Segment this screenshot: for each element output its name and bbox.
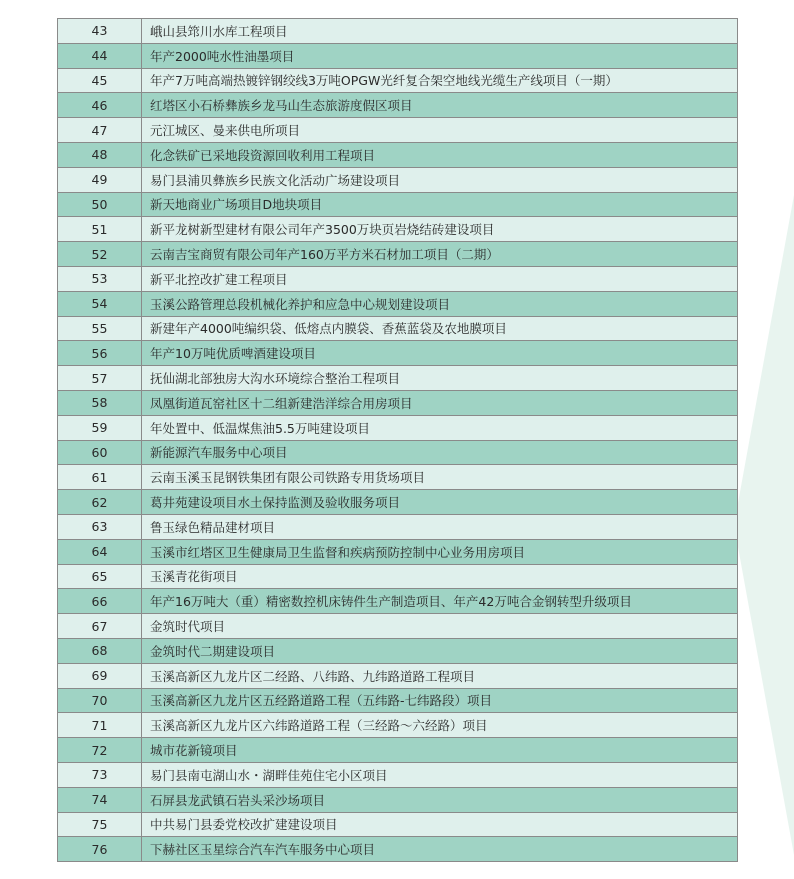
project-name: 年处置中、低温煤焦油5.5万吨建设项目 (142, 415, 738, 440)
row-number: 49 (58, 167, 142, 192)
project-name: 新能源汽车服务中心项目 (142, 440, 738, 465)
project-name: 玉溪市红塔区卫生健康局卫生监督和疾病预防控制中心业务用房项目 (142, 539, 738, 564)
project-name: 易门县南屯湖山水・湖畔佳苑住宅小区项目 (142, 762, 738, 787)
project-name: 新平北控改扩建工程项目 (142, 266, 738, 291)
project-name: 年产7万吨高端热镀锌钢绞线3万吨OPGW光纤复合架空地线光缆生产线项目（一期） (142, 68, 738, 93)
project-name: 新天地商业广场项目D地块项目 (142, 192, 738, 217)
project-name: 葛井苑建设项目水土保持监测及验收服务项目 (142, 490, 738, 515)
row-number: 61 (58, 465, 142, 490)
table-row (58, 43, 738, 68)
row-number: 75 (58, 812, 142, 837)
row-number: 52 (58, 242, 142, 267)
project-name: 峨山县筇川水库工程项目 (142, 19, 738, 44)
table-row (58, 564, 738, 589)
row-number: 72 (58, 738, 142, 763)
table-row (58, 192, 738, 217)
row-number: 48 (58, 142, 142, 167)
row-number: 44 (58, 43, 142, 68)
row-number: 65 (58, 564, 142, 589)
row-number: 60 (58, 440, 142, 465)
row-number: 53 (58, 266, 142, 291)
table-row (58, 242, 738, 267)
project-name: 抚仙湖北部独房大沟水环境综合整治工程项目 (142, 366, 738, 391)
project-name: 玉溪高新区九龙片区二经路、八纬路、九纬路道路工程项目 (142, 663, 738, 688)
table-row (58, 118, 738, 143)
row-number: 70 (58, 688, 142, 713)
project-name: 玉溪青花街项目 (142, 564, 738, 589)
table-row (58, 93, 738, 118)
table-row (58, 415, 738, 440)
project-table-body (58, 19, 738, 862)
table-row (58, 614, 738, 639)
table-row (58, 688, 738, 713)
project-name: 年产16万吨大（重）精密数控机床铸件生产制造项目、年产42万吨合金钢转型升级项目 (142, 589, 738, 614)
table-row (58, 291, 738, 316)
row-number: 55 (58, 316, 142, 341)
project-name: 金筑时代二期建设项目 (142, 638, 738, 663)
table-row (58, 713, 738, 738)
row-number: 43 (58, 19, 142, 44)
row-number: 54 (58, 291, 142, 316)
row-number: 56 (58, 341, 142, 366)
table-row (58, 19, 738, 44)
row-number: 69 (58, 663, 142, 688)
table-row (58, 787, 738, 812)
project-name: 中共易门县委党校改扩建建设项目 (142, 812, 738, 837)
row-number: 51 (58, 217, 142, 242)
table-row (58, 663, 738, 688)
table-row (58, 812, 738, 837)
row-number: 47 (58, 118, 142, 143)
project-name: 鲁玉绿色精品建材项目 (142, 514, 738, 539)
table-row (58, 217, 738, 242)
row-number: 74 (58, 787, 142, 812)
row-number: 71 (58, 713, 142, 738)
project-name: 石屏县龙武镇石岩头采沙场项目 (142, 787, 738, 812)
project-name: 化念铁矿已采地段资源回收利用工程项目 (142, 142, 738, 167)
table-row (58, 440, 738, 465)
project-name: 凤凰街道瓦窑社区十二组新建浩洋综合用房项目 (142, 390, 738, 415)
table-row (58, 316, 738, 341)
table-row (58, 589, 738, 614)
row-number: 62 (58, 490, 142, 515)
row-number: 50 (58, 192, 142, 217)
project-table (57, 18, 738, 862)
table-row (58, 762, 738, 787)
table-row (58, 514, 738, 539)
project-name: 红塔区小石桥彝族乡龙马山生态旅游度假区项目 (142, 93, 738, 118)
row-number: 73 (58, 762, 142, 787)
project-name: 金筑时代项目 (142, 614, 738, 639)
project-name: 玉溪高新区九龙片区五经路道路工程（五纬路-七纬路段）项目 (142, 688, 738, 713)
project-name: 新建年产4000吨编织袋、低熔点内膜袋、香蕉蓝袋及农地膜项目 (142, 316, 738, 341)
table-row (58, 490, 738, 515)
row-number: 63 (58, 514, 142, 539)
row-number: 59 (58, 415, 142, 440)
row-number: 66 (58, 589, 142, 614)
decorative-shape (734, 195, 794, 855)
row-number: 64 (58, 539, 142, 564)
row-number: 76 (58, 837, 142, 862)
project-name: 新平龙树新型建材有限公司年产3500万块页岩烧结砖建设项目 (142, 217, 738, 242)
table-row (58, 68, 738, 93)
row-number: 45 (58, 68, 142, 93)
table-row (58, 366, 738, 391)
row-number: 67 (58, 614, 142, 639)
project-name: 下赫社区玉星综合汽车汽车服务中心项目 (142, 837, 738, 862)
project-name: 元江城区、曼来供电所项目 (142, 118, 738, 143)
project-name: 城市花新镜项目 (142, 738, 738, 763)
table-row (58, 390, 738, 415)
row-number: 68 (58, 638, 142, 663)
table-row (58, 738, 738, 763)
project-name: 年产10万吨优质啤酒建设项目 (142, 341, 738, 366)
project-name: 玉溪高新区九龙片区六纬路道路工程（三经路～六经路）项目 (142, 713, 738, 738)
table-row (58, 167, 738, 192)
table-row (58, 837, 738, 862)
project-name: 云南玉溪玉昆钢铁集团有限公司铁路专用货场项目 (142, 465, 738, 490)
row-number: 58 (58, 390, 142, 415)
table-row (58, 266, 738, 291)
table-row (58, 341, 738, 366)
table-row (58, 638, 738, 663)
project-name: 易门县浦贝彝族乡民族文化活动广场建设项目 (142, 167, 738, 192)
table-row (58, 465, 738, 490)
row-number: 57 (58, 366, 142, 391)
table-row (58, 142, 738, 167)
project-name: 云南吉宝商贸有限公司年产160万平方米石材加工项目（二期） (142, 242, 738, 267)
row-number: 46 (58, 93, 142, 118)
table-row (58, 539, 738, 564)
project-name: 玉溪公路管理总段机械化养护和应急中心规划建设项目 (142, 291, 738, 316)
project-name: 年产2000吨水性油墨项目 (142, 43, 738, 68)
